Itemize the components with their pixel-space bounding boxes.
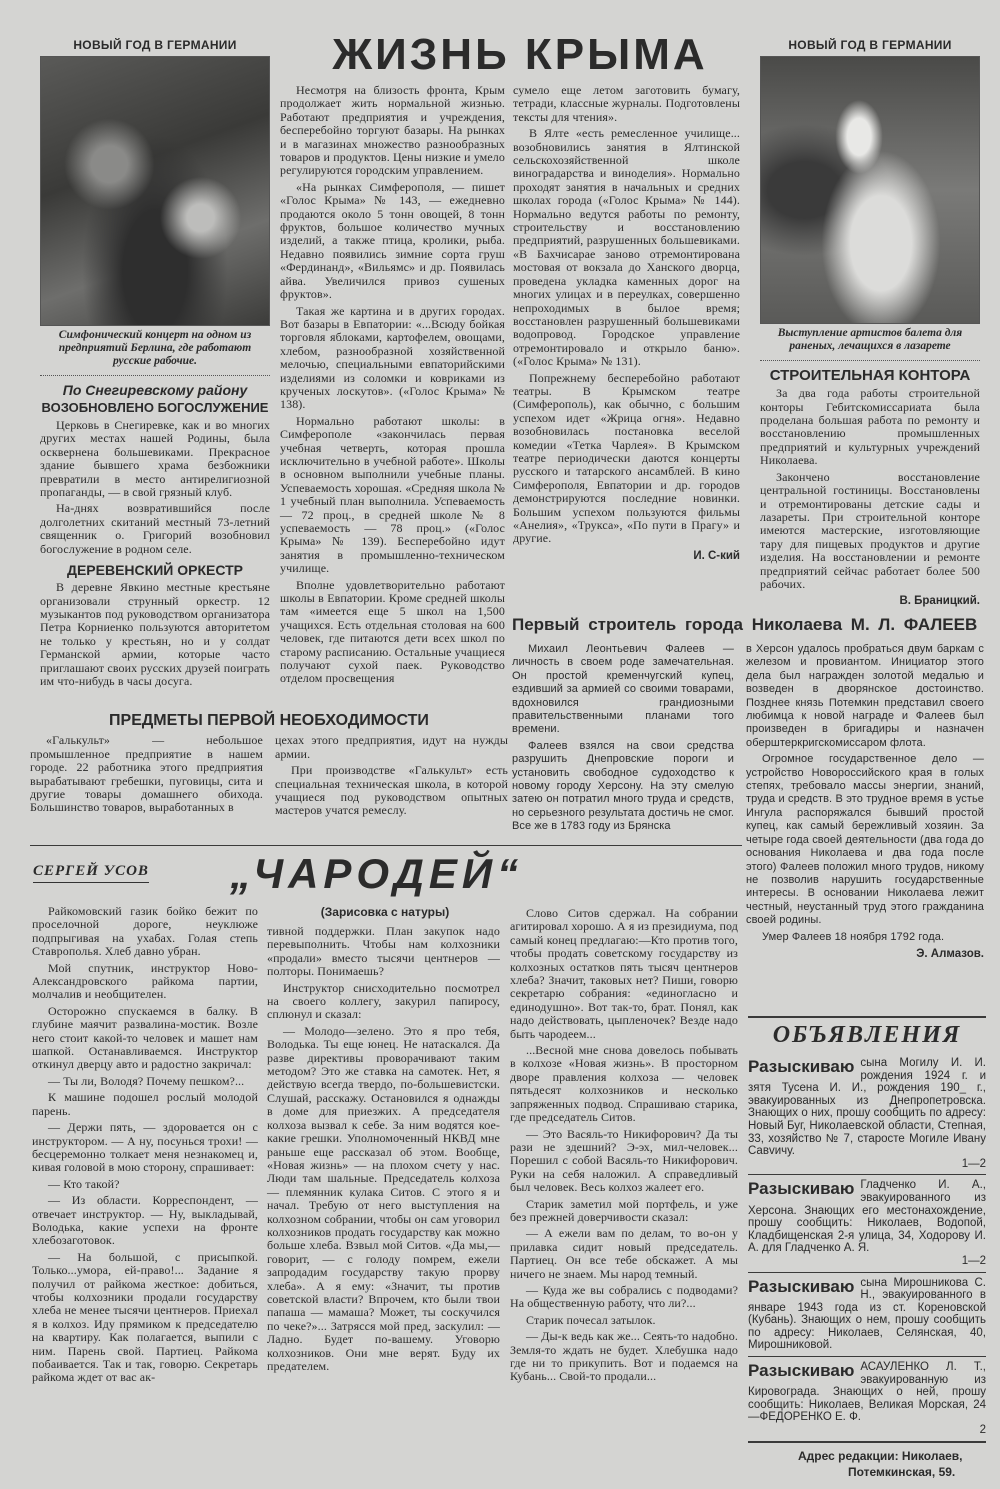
photo-symphony-concert	[40, 56, 270, 326]
paragraph: — Кто такой?	[48, 1176, 120, 1191]
photo-ballet-performance	[760, 56, 980, 324]
ad-label: Разыскиваю	[748, 1361, 855, 1381]
paragraph: В деревне Явкино местные крестьяне организовали струнный оркестр. 12 музыкантов под руководством организатора Петра Корниенко пользуются авторитетом не только у крестьян, но и у солдат Германской армии, которые часто приглашают своих русских друзей поиграть им что-нибудь в часы досуга.	[40, 580, 270, 688]
ads-heading: ОБЪЯВЛЕНИЯ	[772, 1022, 962, 1048]
crimea-column-2-block	[513, 84, 740, 562]
paragraph: «На рынках Симферополя, — пишет «Голос Крыма» № 143, — ежедневно продаются около 5 тонн овощей, 8 тонн фруктов, большое количество мучных изделий, а также птица, кролики, рыба. Недавно появились зимние сорта груш «Фердинанд», «Вильямс» и др. Появилась айва. Увеличился привоз сушеных фруктов».	[280, 179, 505, 302]
paragraph: При производстве «Галькульт» есть специальная техническая школа, в которой учащиеся под руководством опытных мастеров учатся ремеслу.	[275, 763, 508, 818]
necessities-headline: ПРЕДМЕТЫ ПЕРВОЙ НЕОБХОДИМОСТИ	[109, 712, 429, 729]
paragraph: Такая же картина и в других городах. Вот базары в Евпатории: «...Всюду бойкая торговля яблоками, картофелем, овощами, хлебом, разнообразной хозяйственной мелочью, специальными евпаторийскими изделиями из соломки и ковриками из крученых лоскутов». («Голос Крыма» № 138).	[280, 303, 505, 412]
faleev-column-2	[746, 643, 984, 944]
ad-text: сына Могилу И. И. рождения 1924 г. и зятя Тусена И. И., рождения 190_ г., эвакуированных из Днепропетровска. Знающих о них, прошу сообщить по адресу: Новый Буг, Николаевской области, Степная, 33, хозяйство № 7, старосте Могиле Ивану Савvичу.	[748, 1057, 986, 1158]
story-column-1	[32, 905, 258, 1388]
paragraph: Райкомовский газик бойко бежит по проселочной дороге, неуклюже подпрыгивая на ухабах. Голая степь Ставрополья. Хлеб давно убран.	[32, 904, 258, 959]
paragraph: В Ялте «есть ремесленное училище... возобновились занятия в Ялтинской сельскохозяйственной школе виноградарства и виноделия». Нормально проходят занятия в начальных и средних школах города («Голос Крыма» № 144). Нормально ведутся работы по ремонту, строительству и восстановлению предприятий, разрушенных большевиками. «В Бахчисарае заново отремонтирована мостовая от вокзала до Ханского дворца, проведена укладка каменных дорог на многих улицах и в переулках, совершенно непроходимых в былое время; восстановлен разрушенный большевиками водопровод. Городское управление отремонтировало и открыло баню». («Голос Крыма» № 131).	[513, 126, 740, 369]
paragraph: — Куда же вы собрались с подводами? На общественную работу, что ли?...	[510, 1282, 738, 1311]
left-photo-caption: Симфонический концерт на одном из предприятий Берлина, где работают русские рабочие.	[58, 329, 252, 367]
faleev-column-1	[512, 643, 734, 837]
ad-label: Разыскиваю	[748, 1179, 855, 1199]
necessities-column-1	[30, 734, 263, 820]
paragraph: Несмотря на близость фронта, Крым продолжает жить нормальной жизнью. Работают предприятия и учреждения, бесперебойно торгуют базары. На рынках и в магазинах множество разнообразных товаров и продуктов. Цены низкие и умело регулируются городским управлением.	[280, 83, 505, 178]
editorial-address-line-1: Адрес редакции: Николаев,	[798, 1448, 963, 1463]
paragraph: — На большой, с присыпкой. Только...умора, ей-право!... Задание я получил от райкома жесткое: добиться, чтобы колхозники продали государству хлеба не менее тысячи центнеров. Приехал я в колхоз. Иду прямиком к председателю на квартиру. Как полагается, выпили с ним. Парень свой. Партиец. Райкома побаивается. Так и так, говорю. Секретарь райкома ждет от вас ак-	[32, 1249, 258, 1385]
ad-label: Разыскиваю	[748, 1057, 855, 1076]
divider	[748, 1016, 986, 1018]
snegirevka-headline: ВОЗОБНОВЛЕНО БОГОСЛУЖЕНИЕ	[41, 400, 269, 415]
divider	[748, 1441, 986, 1443]
left-column	[40, 38, 270, 691]
ad-text: АСАУЛЕНКО Л. Т., эвакуированную из Кировограда. Знающих о ней, прошу сообщить: Николаев, Великая Морская, 24—ФЕДОРЕНКО Е. Ф.	[748, 1361, 986, 1424]
construction-signature: В. Браницкий.	[899, 595, 980, 608]
page-title: ЖИЗНЬ КРЫМА	[332, 30, 708, 79]
paragraph: Церковь в Снегиревке, как и во многих других местах нашей Родины, была осквернена большевиками. Прекрасное здание бывшего храма безбожники превратили в место антирелигиозной пропаганды, — в свой грязный клуб.	[40, 417, 270, 499]
ads-block	[748, 1016, 986, 1479]
story-subtitle: (Зарисовка с натуры)	[320, 905, 450, 919]
snegirevka-text	[40, 419, 270, 556]
faleev-signature: Э. Алмазов.	[916, 947, 984, 960]
ad-text: Гладченко И. А., эвакуированного из Херсона. Знающих его местонахождение, прошу сообщить: Николаев, Водопой, Кладбищенская 2-я улица, 34, Ходорову И. А. для Гладченко А. Я.	[748, 1179, 986, 1255]
orchestra-headline: ДЕРЕВЕНСКИЙ ОРКЕСТР	[67, 562, 243, 578]
divider	[30, 845, 742, 846]
ad-text: сына Мирошникова С. Н., эвакуированного в январе 1943 года из ст. Кореновской (Кубань). Знающих о нем, прошу сообщить по адресу: Николаев, Селянская, 40, Мирошниковой.	[748, 1276, 986, 1352]
story-title: „ЧАРОДЕЙ“	[230, 850, 524, 897]
crimea-signature: И. С-кий	[693, 549, 740, 562]
paragraph: Огромное государственное дело — устройство Новороссийского края в голых степях, требовало массы энергии, знаний, труда и средств. В это трудное время в устье Ингула распоряжался бывший простой купец, как самый бережливый хозяин. За четыре года своей деятельности (два года до основания Николаева и два года после этого) Фалеев положил много трудов, никому не позволив нарушить государственные интересы. В основании Николаева лежит честный, неустанный труд этого гражданина своей родины.	[746, 753, 984, 927]
paragraph: в Херсон удалось пробраться двум баркам с железом и провиантом. Инициатор этого дела был награжден золотой медалью и возведен в дворянское достоинство. Позднее князь Потемкин представил своего любимца к новой награде и Фалеев был произведен в бригадиры и назначен оберштеркригскомиссаром флота.	[746, 643, 984, 749]
necessities-block	[30, 712, 508, 821]
paragraph: Мой спутник, инструктор Ново-Александровского райкома партии, молчалив и необщителен.	[32, 960, 258, 1002]
right-column	[760, 38, 980, 607]
divider	[760, 357, 980, 361]
paragraph: — Ты ли, Володя? Почему пешком?...	[48, 1073, 245, 1088]
paragraph: — А ежели вам по делам, то во-он у прилавка сидит новый председатель. Партиец. Он все тебе обскажет. А мы ничего не знаем. Мы народ темный.	[510, 1226, 738, 1281]
ad-count: 1—2	[961, 1254, 986, 1267]
right-photo-kicker: НОВЫЙ ГОД В ГЕРМАНИИ	[788, 38, 952, 52]
paragraph: Слово Ситов сдержал. На собрании агитировал хорошо. А я из президиума, под самый конец предлагаю:—Кто против того, чтобы продать советскому государству из колхозных остатков пять тысяч центнеров хлеба? Значит, таковых нет? Пиши, говорю секретарю собрания: «единогласно и единодушно». Вот так-то, брат. Понял, как надо действовать, цыпленочек? Везде надо быть чародеем...	[510, 906, 738, 1041]
crimea-column-1	[280, 84, 505, 689]
paragraph: Старик заметил мой портфель, и уже без прежней доверчивости сказал:	[510, 1196, 738, 1224]
faleev-column-2-block	[746, 643, 984, 960]
ad-item	[748, 1357, 986, 1441]
paragraph: — Держи пять, — здоровается он с инструктором. — А ну, посунься трохи! — бесцеремонно толкает меня незнакомец и, кивая головой в мою сторону, спрашивает:	[32, 1120, 258, 1175]
snegirevka-rubric: По Снегиревскому району	[62, 382, 248, 398]
ad-count: 2	[979, 1424, 986, 1437]
story-column-2	[267, 925, 500, 1376]
paragraph: Осторожно спускаемся в балку. В глубине маячит развалина-мостик. Возле него стоит какой-то человек и машет нам шапкой. Останавливаемся. Инструктор откинул дверцу авто и радостно закричал:	[32, 1003, 258, 1072]
paragraph: сумело еще летом заготовить бумагу, тетради, классные журналы. Подготовлены тексты для чтения».	[513, 83, 740, 124]
orchestra-text	[40, 581, 270, 688]
paragraph: Михаил Леонтьевич Фалеев — личность в своем роде замечательная. Он простой кременчугский купец, ездивший за армией со своими товарами, вдохновился грандиозными правительственными планами того времени.	[512, 643, 734, 736]
paragraph: — Из области. Корреспондент, — отвечает инструктор. — Ну, выкладывай, Володька, какие успехи на фронте хлебозаготовок.	[32, 1193, 258, 1248]
divider	[40, 372, 270, 376]
paragraph: ...Весной мне снова довелось побывать в колхозе «Новая жизнь». В просторном дворе правления колхоза — человек пятьдесят колхозников и несколько запряженных подвод. Спрашиваю старика, где председатель Ситов.	[510, 1043, 738, 1125]
ad-item	[748, 1273, 986, 1357]
ad-item	[748, 1175, 986, 1271]
paragraph: Попрежнему бесперебойно работают театры. В Крымском театре (Симферополь), как обычно, с большим успехом идет «Жрица огня». Недавно возобновилась постановка веселой комедии «Тетка Чарлея». В Крымском театре периодически даются концерты русского и татарского ансамблей. В кино Симферополя, Евпатории и др. городов демонстрируются последние новинки. Большим успехом пользуются фильмы «Анелия», «Трукса», «По пути в Прагу» и другие.	[513, 370, 740, 546]
construction-headline: СТРОИТЕЛЬНАЯ КОНТОРА	[769, 367, 971, 384]
story-column-3	[510, 907, 738, 1387]
paragraph: К машине подошел рослый молодой парень.	[32, 1090, 258, 1118]
left-photo-kicker: НОВЫЙ ГОД В ГЕРМАНИИ	[73, 38, 237, 52]
paragraph: — Молодо—зелено. Это я про тебя, Володька. Ты еще юнец. Не натаскался. Да разве директивы проворачивают таким методом? Это же ставка на самотек. Нет, я действую всегда твердо, по-большевистски. Слушай, расскажу. Остановился я однажды в доме для приезжих. А председателя колхоза вызвал к себе. За ним водятся кое-какие грешки. Уполномоченный НКВД мне раньше еще рассказал об этом. Вообще, «Новая жизнь» — на плохом счету у нас. Люди там шальные. Председатель колхоза — племянник кулака Ситов. С этого я и начал. Требую от него выступления на колхозном собрании, чтобы он сам уговорил колхозников продать государству как можно больше хлеба. Взвыл мой Ситов. «Да мы,— говорит, — с голоду помрем, ежели запродадим государству такую прорву хлеба». А я ему: «Значит, ты против советской власти? Впрочем, кто были твои папаша — мамаша? Может, ты соскучился по чеке?»... Затрясся мой пред, заскулил: — Ладно. Будет по-вашему. Уговорю колхозников. Они мне верят. Буду их предателем.	[267, 1023, 500, 1373]
paragraph: Закончено восстановление центральной гостиницы. Восстановлены и отремонтированы детские сады и лазареты. При строительной конторе имеются мастерские, изготовляющие тару для пищевых продуктов и другие изделия. На восстановлении и ремонте предприятий сейчас работает более 500 рабочих.	[760, 469, 980, 591]
paragraph: «Галькульт» — небольшое промышленное предприятие в нашем городе. 22 работника этого предприятия вырабатывают гребешки, пуговицы, сита и другие товары домашнего обихода. Большинство товаров, выработанных в	[30, 733, 263, 815]
crimea-column-2	[513, 84, 740, 546]
paragraph: Фалеев взялся на свои средства разрушить Днепровские пороги и установить свободное судоходство к новому городу Херсону. На эту смелую затею он потратил много труда и средств, но серьезного результата достичь не смог. Все же в 1783 году из Брянска	[512, 739, 734, 833]
paragraph: Нормально работают школы: в Симферополе «закончилась первая учебная четверть, которая прошла исключительно в учебной работе». Школы в основном выполнили учебные планы. Успеваемость хорошая. «Средняя школа № 1 учебный план выполнила. Успеваемость — 72 проц., в средней школе № 8 успеваемость — 78 проц.» («Голос Крыма» № 139). Бесперебойно идут занятия в промышленно-техническом училище.	[280, 413, 505, 576]
paragraph: За два года работы строительной конторы Гебитскомиссариата была проделана большая работа по ремонту и восстановлению промышленных предприятий и культурных учреждений Николаева.	[760, 386, 980, 468]
paragraph: — Это Васяль-то Никифорович? Да ты рази не здешний? Э-эх, мил-человек... Порешил с собой Васяль-то Никифорович. Руки на себя наложил. А справедливый был человек. Весь колхоз жалеет его.	[510, 1126, 738, 1195]
paragraph: — Ды-к ведь как же... Сеять-то надобно. Земля-то ждать не будет. Хлебушка надо где ни то прикупить. Вот и подаемся на Кубань... Свой-то продали...	[510, 1329, 738, 1384]
faleev-headline: Первый строитель города Николаева М. Л. ФАЛЕЕВ	[512, 615, 978, 634]
right-photo-caption: Выступление артистов балета для раненых, лечащихся в лазарете	[777, 327, 963, 352]
paragraph: На-днях возвратившийся после долголетних скитаний местный 73-летний священник о. Григорий возобновил богослужение в родном селе.	[40, 501, 270, 556]
construction-text	[760, 387, 980, 591]
ad-label: Разыскиваю	[748, 1276, 855, 1296]
necessities-column-2	[275, 734, 508, 820]
paragraph: Инструктор снисходительно посмотрел на своего коллегу, закурил папиросу, сплюнул и сказал:	[267, 980, 500, 1022]
editorial-address-line-2: Потемкинская, 59.	[848, 1464, 956, 1479]
story-author: СЕРГЕЙ УСОВ	[33, 863, 149, 883]
paragraph: Старик почесал затылок.	[526, 1312, 656, 1327]
paragraph: тивной поддержки. План закупок надо перевыполнить. Чтобы нам колхозники «продали» вместо тысячи центнеров — полторы. Понимаешь?	[267, 924, 500, 979]
paragraph: цехах этого предприятия, идут на нужды армии.	[275, 733, 508, 761]
paragraph: Умер Фалеев 18 ноября 1792 года.	[762, 930, 945, 943]
ad-count: 1—2	[961, 1157, 986, 1170]
ad-item	[748, 1053, 986, 1174]
paragraph: Вполне удовлетворительно работают школы в Евпатории. Кроме средней школы там «имеется еще 5 школ на 1,500 учащихся. Есть отдельная столовая на 600 человек, где питаются дети всех школ по старому расписанию. Остальные учащиеся получают сухой паек. Руководство отделом просвещения	[280, 577, 505, 686]
